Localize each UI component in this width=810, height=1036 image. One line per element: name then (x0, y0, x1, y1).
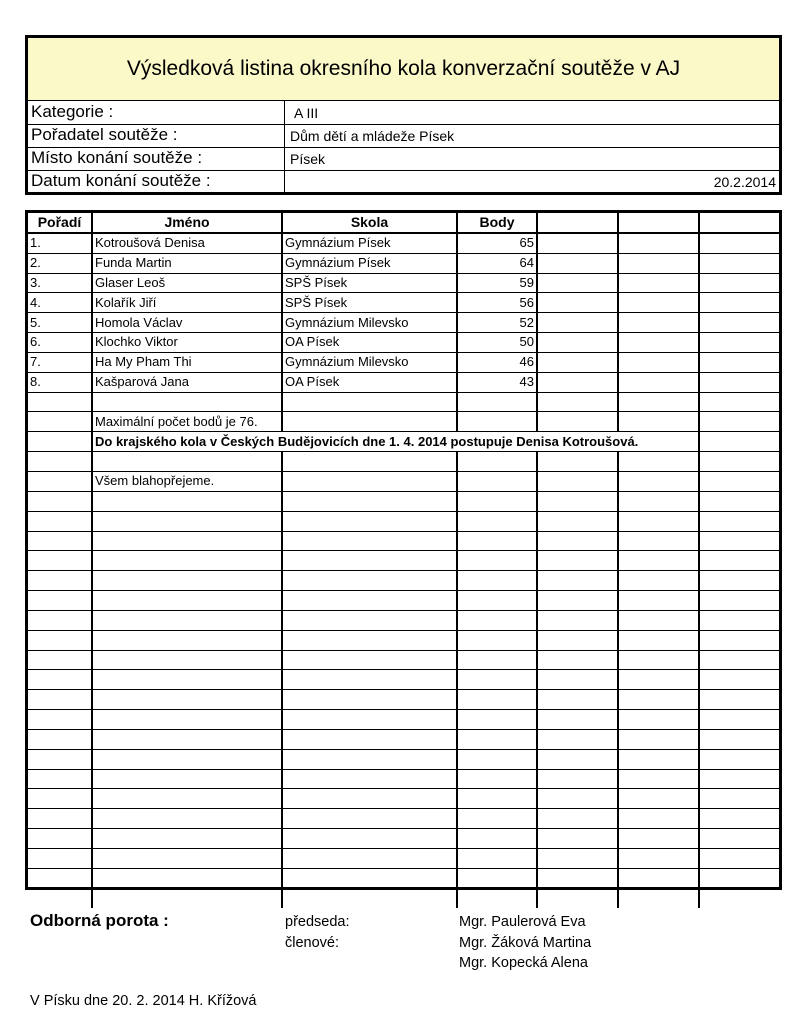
table-row (28, 888, 779, 907)
date-value: 20.2.2014 (713, 174, 776, 190)
rank-cell: 8. (28, 372, 92, 392)
signature-line: V Písku dne 20. 2. 2014 H. Křížová (30, 993, 257, 1009)
table-row (28, 313, 779, 333)
table-row (28, 471, 779, 491)
rank-cell: 6. (28, 333, 92, 353)
name-cell: Ha My Pham Thi (92, 352, 282, 372)
table-row (28, 729, 779, 749)
table-row (28, 690, 779, 710)
member-name: Mgr. Žáková Martina (459, 935, 592, 951)
table-row (28, 452, 779, 472)
name-cell: Kolařík Jiří (92, 293, 282, 313)
school-cell: Gymnázium Milevsko (282, 352, 457, 372)
table-row (28, 789, 779, 809)
category-row (28, 101, 779, 125)
venue-value: Písek (290, 151, 326, 167)
table-row (28, 571, 779, 591)
table-row (28, 591, 779, 611)
name-cell: Klochko Viktor (92, 333, 282, 353)
table-row (28, 670, 779, 690)
points-cell: 65 (457, 233, 537, 253)
school-cell: Gymnázium Písek (282, 253, 457, 273)
rank-cell: 3. (28, 273, 92, 293)
table-row (28, 253, 779, 273)
school-cell: SPŠ Písek (282, 293, 457, 313)
competition-header (25, 35, 782, 195)
table-row (28, 352, 779, 372)
member-name: Mgr. Kopecká Alena (459, 955, 588, 971)
table-row (28, 551, 779, 571)
rank-cell: 2. (28, 253, 92, 273)
chair-name: Mgr. Paulerová Eva (459, 914, 586, 930)
table-row (28, 491, 779, 511)
advancement-note: Do krajského kola v Českých Budějovicích dne 1. 4. 2014 postupuje Denisa Kotroušová. (92, 432, 282, 452)
school-cell: Gymnázium Milevsko (282, 313, 457, 333)
table-row (28, 650, 779, 670)
column-header-points: Body (457, 213, 537, 233)
points-cell: 43 (457, 372, 537, 392)
chair-label: předseda: (285, 914, 350, 930)
points-cell: 46 (457, 352, 537, 372)
points-cell: 56 (457, 293, 537, 313)
rank-cell: 7. (28, 352, 92, 372)
table-row (28, 233, 779, 253)
rank-cell: 5. (28, 313, 92, 333)
members-label: členové: (285, 935, 340, 951)
table-row (28, 710, 779, 730)
column-header-name: Jméno (92, 213, 282, 233)
column-header-empty (699, 213, 779, 233)
table-row (28, 412, 779, 432)
school-cell: OA Písek (282, 372, 457, 392)
column-header-empty (537, 213, 618, 233)
table-header-row (28, 213, 779, 233)
table-row (28, 749, 779, 769)
table-row (28, 829, 779, 849)
table-row (28, 511, 779, 531)
jury-title: Odborná porota : (30, 911, 169, 930)
points-cell: 59 (457, 273, 537, 293)
table-row (28, 849, 779, 869)
table-row (28, 610, 779, 630)
school-cell: SPŠ Písek (282, 273, 457, 293)
points-cell: 64 (457, 253, 537, 273)
table-row (28, 809, 779, 829)
table-row (28, 273, 779, 293)
organizer-value: Dům dětí a mládeže Písek (290, 128, 455, 144)
table-row (28, 372, 779, 392)
points-cell: 52 (457, 313, 537, 333)
table-row (28, 432, 779, 452)
name-cell: Kotroušová Denisa (92, 233, 282, 253)
column-header-empty (618, 213, 699, 233)
organizer-label: Pořadatel soutěže : (31, 125, 178, 144)
table-row (28, 769, 779, 789)
congratulations-note: Všem blahopřejeme. (92, 471, 282, 491)
rank-cell: 4. (28, 293, 92, 313)
school-cell: Gymnázium Písek (282, 233, 457, 253)
name-cell: Glaser Leoš (92, 273, 282, 293)
table-row (28, 630, 779, 650)
rank-cell: 1. (28, 233, 92, 253)
points-cell: 50 (457, 333, 537, 353)
max-points-note: Maximální počet bodů je 76. (92, 412, 282, 432)
column-header-rank: Pořadí (28, 213, 92, 233)
table-row (28, 868, 779, 888)
venue-label: Místo konání soutěže : (31, 148, 203, 167)
organizer-row (28, 124, 779, 148)
table-row (28, 333, 779, 353)
category-value: A III (294, 105, 319, 121)
date-label: Datum konání soutěže : (31, 171, 211, 190)
school-cell: OA Písek (282, 333, 457, 353)
table-row (28, 293, 779, 313)
name-cell: Funda Martin (92, 253, 282, 273)
column-header-school: Skola (282, 213, 457, 233)
date-row (28, 170, 779, 193)
venue-row (28, 147, 779, 171)
results-title: Výsledková listina okresního kola konverzační soutěže v AJ (28, 38, 779, 101)
table-row (28, 531, 779, 551)
name-cell: Kašparová Jana (92, 372, 282, 392)
table-row (28, 392, 779, 412)
name-cell: Homola Václav (92, 313, 282, 333)
category-label: Kategorie : (31, 102, 114, 121)
results-table (25, 210, 782, 890)
